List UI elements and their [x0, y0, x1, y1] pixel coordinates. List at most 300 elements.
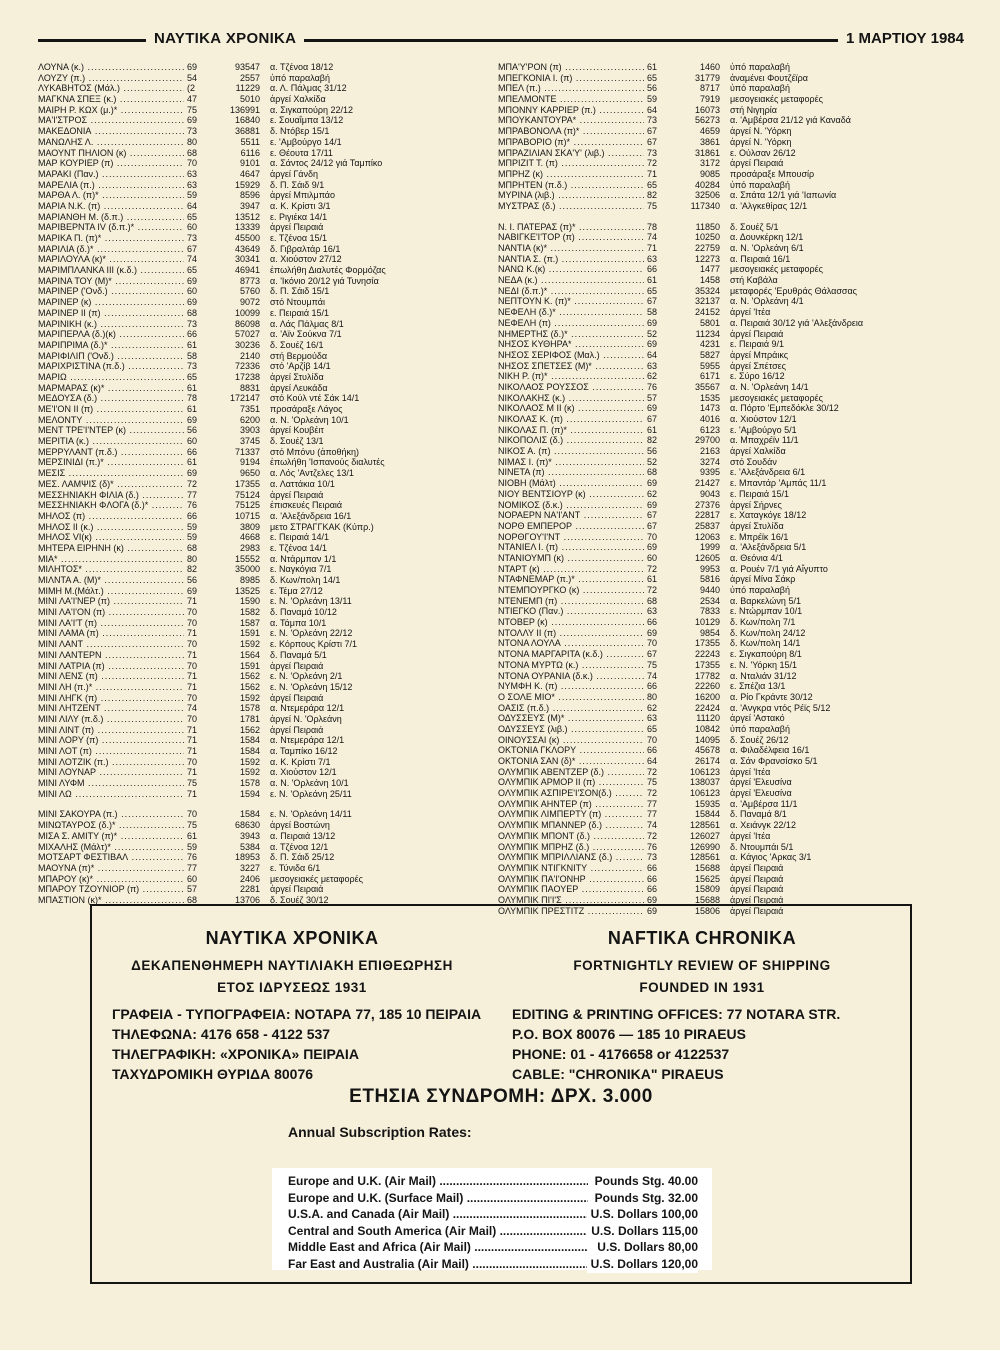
ship-status: ἀργεί Πειραιά: [730, 905, 784, 916]
deadweight: 3274: [699, 456, 720, 467]
ship-row: [498, 158, 918, 169]
build-year: 67: [644, 137, 665, 148]
ship-status: ε. Κόρπους Κρίστι 7/1: [270, 639, 357, 650]
build-year: 61: [184, 340, 205, 351]
build-year: 82: [184, 564, 205, 575]
ship-name: ΜΟΤΣΑΡΤ ΦΕΣΤΙΒΑΛ .....: [38, 852, 186, 863]
ship-name: ΝΑΝΩ Κ.(κ) .....: [498, 264, 646, 275]
ship-name: ΜΕΡΣΙΝΙΔΙ (π.)* .....: [38, 457, 186, 468]
ship-row: [38, 201, 458, 212]
ship-name: ΜΑΡΙΚΑ Π. (π)* .....: [38, 233, 186, 244]
build-year: 61: [644, 62, 665, 73]
greek-address-line: ΓΡΑΦΕΙΑ - ΤΥΠΟΓΡΑΦΕΙΑ: ΝΟΤΑΡΑ 77, 185 10 ΠΕΙΡΑΙΑ: [112, 1006, 482, 1022]
ship-status: α. Ν. 'Ορλεάνη 10/1: [270, 414, 349, 425]
deadweight: 126027: [689, 830, 720, 841]
deadweight: 18953: [234, 852, 260, 863]
build-year: 63: [644, 606, 665, 617]
ship-row: [498, 681, 918, 692]
ship-status: α. Ν. 'Ορλεάνη 14/1: [730, 381, 809, 392]
ship-row: [498, 137, 918, 148]
deadweight: 22424: [694, 702, 720, 713]
ship-row: [38, 169, 458, 180]
build-year: 69: [184, 62, 205, 73]
english-address-line: EDITING & PRINTING OFFICES: 77 NOTARA STR.: [512, 1006, 841, 1022]
ship-row: [498, 542, 918, 553]
rate-price: U.S. Dollars 80,00: [593, 1238, 698, 1256]
build-year: 76: [644, 382, 665, 393]
build-year: 62: [644, 703, 665, 714]
ship-row: [38, 490, 458, 501]
build-year: 77: [184, 490, 205, 501]
build-year: 60: [184, 874, 205, 885]
build-year: 73: [644, 115, 665, 126]
ship-row: [498, 403, 918, 414]
ship-row: [38, 714, 458, 725]
ship-status: α. Σάντος 24/12 γιά Ταμπίκο: [270, 158, 383, 169]
build-year: 70: [184, 757, 205, 768]
deadweight: 1591: [239, 628, 260, 639]
ship-name: ΜΕΛΟΝΤΥ .....: [38, 415, 186, 426]
ship-status: ε. Πειραιά 14/1: [270, 532, 330, 543]
build-year: 69: [644, 318, 665, 329]
deadweight: 10715: [234, 510, 260, 521]
deadweight: 6116: [240, 147, 260, 158]
ship-row: [498, 638, 918, 649]
ship-status: α. Ρουέν 7/1 γιά Αἴγυπτο: [730, 563, 828, 574]
ship-row: [498, 190, 918, 201]
publication-title: ΝΑΥΤΙΚΑ ΧΡΟΝΙΚΑ: [146, 30, 304, 47]
ship-status: ἀργεί 'Αστακό: [730, 713, 785, 724]
ship-row: [498, 264, 918, 275]
build-year: 69: [644, 906, 665, 917]
deadweight: 117340: [690, 200, 720, 211]
ship-row: [498, 94, 918, 105]
ship-status: ὑπό παραλαβή: [730, 585, 790, 595]
ship-row: [38, 511, 458, 522]
build-year: 75: [184, 820, 205, 831]
ship-row: [38, 842, 458, 853]
deadweight: 30341: [234, 254, 260, 265]
ship-status: ἀργεί Χαλκίδα: [730, 446, 786, 457]
build-year: 62: [644, 371, 665, 382]
rate-price: Pounds Stg. 32.00: [591, 1189, 698, 1207]
ship-status: δ. Σουέζ 26/12: [730, 734, 789, 745]
deadweight: 15935: [694, 798, 720, 809]
build-year: 57: [644, 393, 665, 404]
ship-name: ΜΑΡΑΚΙ (Παν.) .....: [38, 169, 186, 180]
ship-row: [498, 446, 918, 457]
build-year: 66: [644, 264, 665, 275]
build-year: 69: [644, 500, 665, 511]
build-year: 75: [184, 105, 205, 116]
ship-row: [498, 596, 918, 607]
english-address-line: PHONE: 01 - 4176658 or 4122537: [512, 1046, 730, 1062]
ship-status: ἐπωλήθη Διαλυτές Φορμόζας: [270, 265, 386, 276]
ship-name: ΜΙΧΑΛΗΣ (Μάλτ)* .....: [38, 842, 186, 853]
ship-row: [38, 457, 458, 468]
ship-name: ΜΠΟΝΝΥ ΚΑΡΡΙΕΡ (π.) .....: [498, 105, 646, 116]
ship-status: ἀργεί Πειραιά: [730, 884, 784, 895]
ship-name: ΜΑΡΙΧΡΙΣΤΙΝΑ (π.δ.) .....: [38, 361, 186, 372]
ship-status: ε. Ν. 'Ορλεάνη 22/12: [270, 628, 353, 639]
deadweight: 1781: [239, 713, 260, 724]
ship-row: [38, 661, 458, 672]
ship-row: [38, 115, 458, 126]
build-year: 67: [644, 510, 665, 521]
ship-name: ΟΛΥΜΠΙΚ ΠΙ'Ι'Σ .....: [498, 895, 646, 906]
ship-status: α. Σπάτα 12/1 γιά 'Ιαπωνία: [730, 190, 837, 201]
build-year: 64: [644, 105, 665, 116]
ship-status: ε. 'Αλεξάνδρεια 6/1: [730, 467, 806, 478]
rate-price: U.S. Dollars 115,00: [587, 1222, 698, 1240]
ship-row: [38, 319, 458, 330]
ship-row: [498, 606, 918, 617]
build-year: 71: [184, 628, 205, 639]
ship-row: [498, 62, 918, 73]
ship-status: ε. Ν. 'Ορλεάνη 13/11: [270, 596, 352, 607]
ship-row: [38, 393, 458, 404]
build-year: 77: [644, 799, 665, 810]
ship-name: ΟΑΣΙΣ (π.δ.) .....: [498, 703, 646, 714]
ship-name: ΝΙΚΗ Ρ. (π)* .....: [498, 371, 646, 382]
ship-row: [498, 425, 918, 436]
ship-row: [38, 351, 458, 362]
ship-status: ἐπισκευές Πειραιά: [270, 500, 343, 511]
ship-name: ΟΛΥΜΠΙΚ ΑΣΠΙΡΕ'Ι'ΣΟΝ(δ.) .....: [498, 788, 646, 799]
deadweight: 45500: [234, 233, 260, 243]
build-year: 66: [644, 874, 665, 885]
deadweight: 68630: [234, 820, 260, 831]
ship-status: στό Κούλ ντέ Σάκ 14/1: [270, 393, 360, 404]
ship-name: ΜΙΝΙ ΛΩ .....: [38, 789, 186, 800]
ship-status: ε. Χαταγκόγε 18/12: [730, 510, 807, 521]
build-year: 66: [184, 447, 205, 458]
ship-status: προσάραξε Λάγος: [270, 404, 343, 414]
build-year: 71: [184, 725, 205, 736]
ship-status: α. 'Αμβέρσα 11/1: [730, 798, 798, 809]
ship-status: δ. Κων/πολη 14/1: [270, 575, 341, 585]
ship-status: ε. Σουαΐμπα 13/12: [270, 115, 344, 126]
deadweight: 22817: [694, 510, 720, 521]
greek-address-line: ΤΗΛΕΦΩΝΑ: 4176 658 - 4122 537: [112, 1026, 331, 1042]
ship-status: α. Πειραιά 30/12 γιά 'Αλεξάνδρεια: [730, 317, 864, 328]
section-gap: [38, 799, 458, 809]
ship-name: ΜΙΝΙ ΛΗ (π.)* .....: [38, 682, 186, 693]
deadweight: 10099: [234, 307, 260, 318]
ship-status: ἀργεί Πειραιά: [270, 692, 324, 703]
build-year: 69: [184, 276, 205, 287]
deadweight: 9953: [699, 563, 720, 574]
deadweight: 10842: [694, 723, 720, 734]
ship-status: α. Λός 'Αντζελες 13/1: [270, 468, 354, 479]
deadweight: 31779: [694, 72, 720, 83]
deadweight: 1460: [699, 62, 720, 72]
rate-row: [288, 1255, 698, 1273]
ship-name: ΟΛΥΜΠΙΚ ΜΠΡΙΛΛΙΑΝΣ (δ.) .....: [498, 852, 646, 863]
ship-row: [38, 522, 458, 533]
ship-status: ἀργεί Μπιλμπάο: [270, 190, 336, 201]
deadweight: 9440: [699, 585, 720, 595]
deadweight: 1584: [239, 735, 260, 746]
ship-name: ΜΗΛΟΣ ΙΙ (κ.) .....: [38, 522, 186, 533]
deadweight: 11229: [235, 83, 260, 94]
ship-status: ε. Τζένοα 15/1: [270, 233, 328, 243]
deadweight: 57027: [234, 329, 260, 340]
build-year: 59: [184, 842, 205, 853]
ship-status: α. Λ. Πάλμας 31/12: [270, 83, 347, 94]
ship-row: [498, 820, 918, 831]
build-year: 70: [644, 532, 665, 543]
build-year: 74: [644, 232, 665, 243]
ship-status: ἀργεί 'Ιτέα: [730, 307, 771, 318]
ship-name: ΜΑΡΙΜΠΛΑΝΚΑ III (κ.δ.) .....: [38, 265, 186, 276]
ship-row: [498, 307, 918, 318]
ship-row: [38, 500, 458, 511]
ship-status: α. Κ. Κρίστι 3/1: [270, 200, 331, 211]
ship-status: δ. Π. Σάιδ 25/12: [270, 852, 335, 863]
ship-row: [38, 778, 458, 789]
ship-row: [498, 169, 918, 180]
build-year: 66: [184, 511, 205, 522]
deadweight: 106123: [689, 766, 720, 777]
deadweight: 7919: [699, 94, 720, 105]
ship-status: α. Χιούστον 27/12: [270, 254, 342, 265]
ship-status: α. Πόρτο 'Εμπεδόκλε 30/12: [730, 403, 839, 414]
ship-status: α. Δουνκέρκη 12/1: [730, 232, 804, 243]
ship-status: ἀργεί Κουβέιτ: [270, 425, 324, 436]
ship-row: [498, 500, 918, 511]
rate-price: U.S. Dollars 100,00: [587, 1205, 698, 1223]
ship-status: μεσογειακές μεταφορές: [730, 392, 823, 403]
ship-name: ΜΠΡΑΒΟΡΙΟ (π)* .....: [498, 137, 646, 148]
ship-status: α. Ν. 'Ορλεάνη 4/1: [730, 296, 804, 307]
greek-founded: ΕΤΟΣ ΙΔΡΥΣΕΩΣ 1931: [217, 980, 367, 995]
ship-name: ΛΟΥΖΥ (π.) .....: [38, 73, 186, 84]
deadweight: 36881: [234, 126, 260, 137]
ship-row: [38, 671, 458, 682]
deadweight: 106123: [689, 788, 720, 799]
build-year: 75: [644, 777, 665, 788]
ship-name: ΜΠΟΥΚΑΝΤΟΥΡΑ* .....: [498, 115, 646, 126]
ship-row: [498, 692, 918, 703]
ship-status: ε. Ν. 'Ορλεάνη 15/12: [270, 681, 353, 692]
deadweight: 15552: [234, 553, 260, 564]
ship-name: ΜΙΝΙ ΛΟΡΥ (π) .....: [38, 735, 186, 746]
ship-name: ΜΙΝΙ ΛΑ'Ι'ΟΝ (π) .....: [38, 607, 186, 618]
ship-row: [38, 265, 458, 276]
deadweight: 3943: [239, 830, 260, 841]
ship-row: [38, 725, 458, 736]
build-year: 70: [184, 607, 205, 618]
ship-name: ΟΛΥΜΠΙΚ ΑΗΝΤΕΡ (π) .....: [498, 799, 646, 810]
deadweight: 12273: [694, 253, 720, 264]
ship-status: ἐπωλήθη 'Ισπανούς διαλυτές: [270, 457, 385, 468]
ship-name: ΜΙΝΙ ΛΑΝΤ .....: [38, 639, 186, 650]
build-year: 52: [644, 329, 665, 340]
ship-status: α. Τζένοα 18/12: [270, 62, 334, 72]
ship-name: ΝΤΟΛΛΥ ΙΙ (π) .....: [498, 628, 646, 639]
ship-row: [38, 596, 458, 607]
ship-status: α. Τάμπα 10/1: [270, 617, 327, 628]
build-year: 69: [184, 297, 205, 308]
deadweight: 93547: [234, 62, 260, 72]
ship-name: ΜΑΡΙΝΕΡ (κ) .....: [38, 297, 186, 308]
ship-name: ΝΟΜΙΚΟΣ (δ.κ.) .....: [498, 500, 646, 511]
ship-status: δ. Σουέζ 13/1: [270, 436, 324, 447]
build-year: 73: [184, 361, 205, 372]
ship-row: [38, 158, 458, 169]
ship-row: [498, 574, 918, 585]
ship-name: Ν. Ι. ΠΑΤΕΡΑΣ (π)* .....: [498, 222, 646, 233]
ship-name: ΝΟΡΑΕΡΝ ΝΑ'Ι'ΑΝΤ .....: [498, 510, 646, 521]
ship-row: [498, 788, 918, 799]
ship-status: ὑπό παραλαβή: [730, 83, 790, 94]
ship-status: ε. Μπαντάρ 'Αμπάς 11/1: [730, 478, 827, 489]
ship-name: ΝΤΑΦΝΕΜΑΡ (π.)* .....: [498, 574, 646, 585]
ship-name: ΝΟΡΘΓΟΥ'Ι'ΝΤ .....: [498, 532, 646, 543]
build-year: 61: [184, 404, 205, 415]
deadweight: 1999: [699, 542, 720, 553]
ship-status: μετο ΣΤΡΑΓΓΚΑΚ (Κύπρ.): [270, 521, 374, 532]
build-year: 69: [644, 895, 665, 906]
deadweight: 2281: [239, 884, 260, 895]
ship-name: ΜΑΡΙΝΑ ΤΟΥ (Μ)* .....: [38, 276, 186, 287]
ship-row: [38, 415, 458, 426]
ship-row: [38, 94, 458, 105]
ship-row: [498, 756, 918, 767]
deadweight: 5384: [239, 841, 260, 852]
build-year: 77: [184, 863, 205, 874]
build-year: 60: [644, 553, 665, 564]
ship-status: α. Μπαχρέϊν 11/1: [730, 435, 799, 446]
ship-name: ΜΠΑΡΟΥ ΤΖΟΥΝΙΟΡ (π) .....: [38, 884, 186, 895]
issue-date: 1 ΜΑΡΤΙΟΥ 1984: [838, 30, 964, 47]
ship-status: α. 'Ανγκρα ντός Ρέϊς 5/12: [730, 702, 831, 713]
ship-name: ΝΙΝΕΤΑ (π) .....: [498, 467, 646, 478]
ship-status: α. Χιούστον 12/1: [270, 767, 337, 778]
deadweight: 11234: [695, 328, 720, 339]
ship-row: [498, 105, 918, 116]
deadweight: 4647: [239, 168, 260, 179]
deadweight: 22243: [694, 649, 720, 660]
build-year: 64: [644, 756, 665, 767]
deadweight: 1592: [239, 639, 260, 650]
ship-row: [38, 297, 458, 308]
ship-status: α. Ν. 'Ορλεάνη 10/1: [270, 778, 349, 789]
deadweight: 12063: [694, 531, 720, 542]
ship-row: [498, 201, 918, 212]
greek-title: ΝΑΥΤΙΚΑ ΧΡΟΝΙΚΑ: [205, 928, 379, 948]
deadweight: 15688: [694, 862, 720, 873]
deadweight: 172147: [229, 393, 260, 404]
ship-row: [38, 361, 458, 372]
ship-status: μεσογειακές μεταφορές: [270, 873, 363, 884]
ship-row: [38, 554, 458, 565]
deadweight: 2557: [239, 72, 260, 83]
ship-row: [38, 340, 458, 351]
ship-status: ε. Ντώρμπαν 10/1: [730, 606, 803, 617]
ship-status: α. Ρίο Γκράντε 30/12: [730, 691, 813, 702]
build-year: 56: [644, 446, 665, 457]
deadweight: 1578: [239, 703, 260, 714]
ship-row: [38, 468, 458, 479]
ship-name: ΝΕΔΑ (κ.) .....: [498, 275, 646, 286]
ship-name: ΟΛΥΜΠΙΚ ΜΠΡΗΖ (δ.) .....: [498, 842, 646, 853]
deadweight: 13512: [234, 211, 260, 222]
ship-status: ἀργεί Χαλκίδα: [270, 94, 326, 105]
build-year: 71: [184, 682, 205, 693]
ship-status: α. Βαρκελώνη 5/1: [730, 595, 801, 606]
build-year: 75: [644, 660, 665, 671]
build-year: 69: [644, 403, 665, 414]
build-year: 67: [644, 296, 665, 307]
ship-name: ΜΑΡΙΛΟΥΛΑ (κ)* .....: [38, 254, 186, 265]
build-year: 58: [644, 307, 665, 318]
build-year: 74: [184, 703, 205, 714]
ship-row: [38, 83, 458, 94]
ship-status: δ. Παναμά 10/12: [270, 607, 337, 618]
build-year: 67: [644, 126, 665, 137]
ship-status: ἀργεί Μπράικς: [730, 349, 789, 360]
ship-row: [38, 222, 458, 233]
ship-status: α. 'Αλεξάνδρεια 5/1: [730, 542, 807, 553]
build-year: 69: [644, 478, 665, 489]
build-year: 80: [184, 554, 205, 565]
build-year: 66: [644, 617, 665, 628]
ship-status: στή Βερμούδα: [270, 350, 328, 361]
build-year: 63: [644, 713, 665, 724]
ship-name: ΜΕΣΣΗΝΙΑΚΗ ΦΙΛΙΑ (δ.) .....: [38, 490, 186, 501]
ship-status: α. 'Αμβέρσα 21/12 γιά Καναδά: [730, 115, 851, 126]
ship-name: ΝΤΙΕΓΚΟ (Παν.) .....: [498, 606, 646, 617]
ship-name: ΜΑΡΙΛΙΑ (δ.)* .....: [38, 244, 186, 255]
ship-row: [498, 393, 918, 404]
ship-row: [38, 137, 458, 148]
ship-status: ὑπό παραλαβή: [730, 723, 790, 734]
ship-row: [498, 243, 918, 254]
build-year: 70: [184, 639, 205, 650]
build-year: 59: [184, 532, 205, 543]
ship-status: α. Κ. Κρίστι 7/1: [270, 756, 331, 767]
deadweight: 75124: [234, 489, 260, 500]
ship-name: ΜΑΡΘΑ Λ. (π)* .....: [38, 190, 186, 201]
build-year: 73: [184, 319, 205, 330]
ship-status: δ. Κων/πολη 7/1: [730, 617, 796, 628]
build-year: 69: [184, 468, 205, 479]
ship-name: ΜΑΡΙΑ Ν.Κ. (π) .....: [38, 201, 186, 212]
build-year: 64: [184, 201, 205, 212]
build-year: 59: [644, 94, 665, 105]
build-year: 60: [184, 286, 205, 297]
ship-row: [38, 404, 458, 415]
build-year: 73: [644, 852, 665, 863]
build-year: 69: [184, 115, 205, 126]
ship-status: α. Ντεμεράρα 12/1: [270, 735, 345, 746]
ship-row: [498, 296, 918, 307]
ship-row: [498, 553, 918, 564]
build-year: 76: [184, 852, 205, 863]
deadweight: 5827: [699, 349, 720, 360]
ship-row: [498, 809, 918, 820]
ship-name: ΜΠΑΡΟΥ (κ)* .....: [38, 874, 186, 885]
ship-name: ΜΠΡΑΒΟΝΟΛΑ (π)* .....: [498, 126, 646, 137]
deadweight: 72336: [234, 361, 260, 372]
deadweight: 15844: [694, 809, 720, 820]
deadweight: 4231: [699, 339, 720, 350]
ship-status: ἀργεί Πειραιά: [270, 660, 324, 671]
build-year: 67: [644, 521, 665, 532]
ship-status: δ. Ντουμπάι 5/1: [730, 841, 794, 852]
